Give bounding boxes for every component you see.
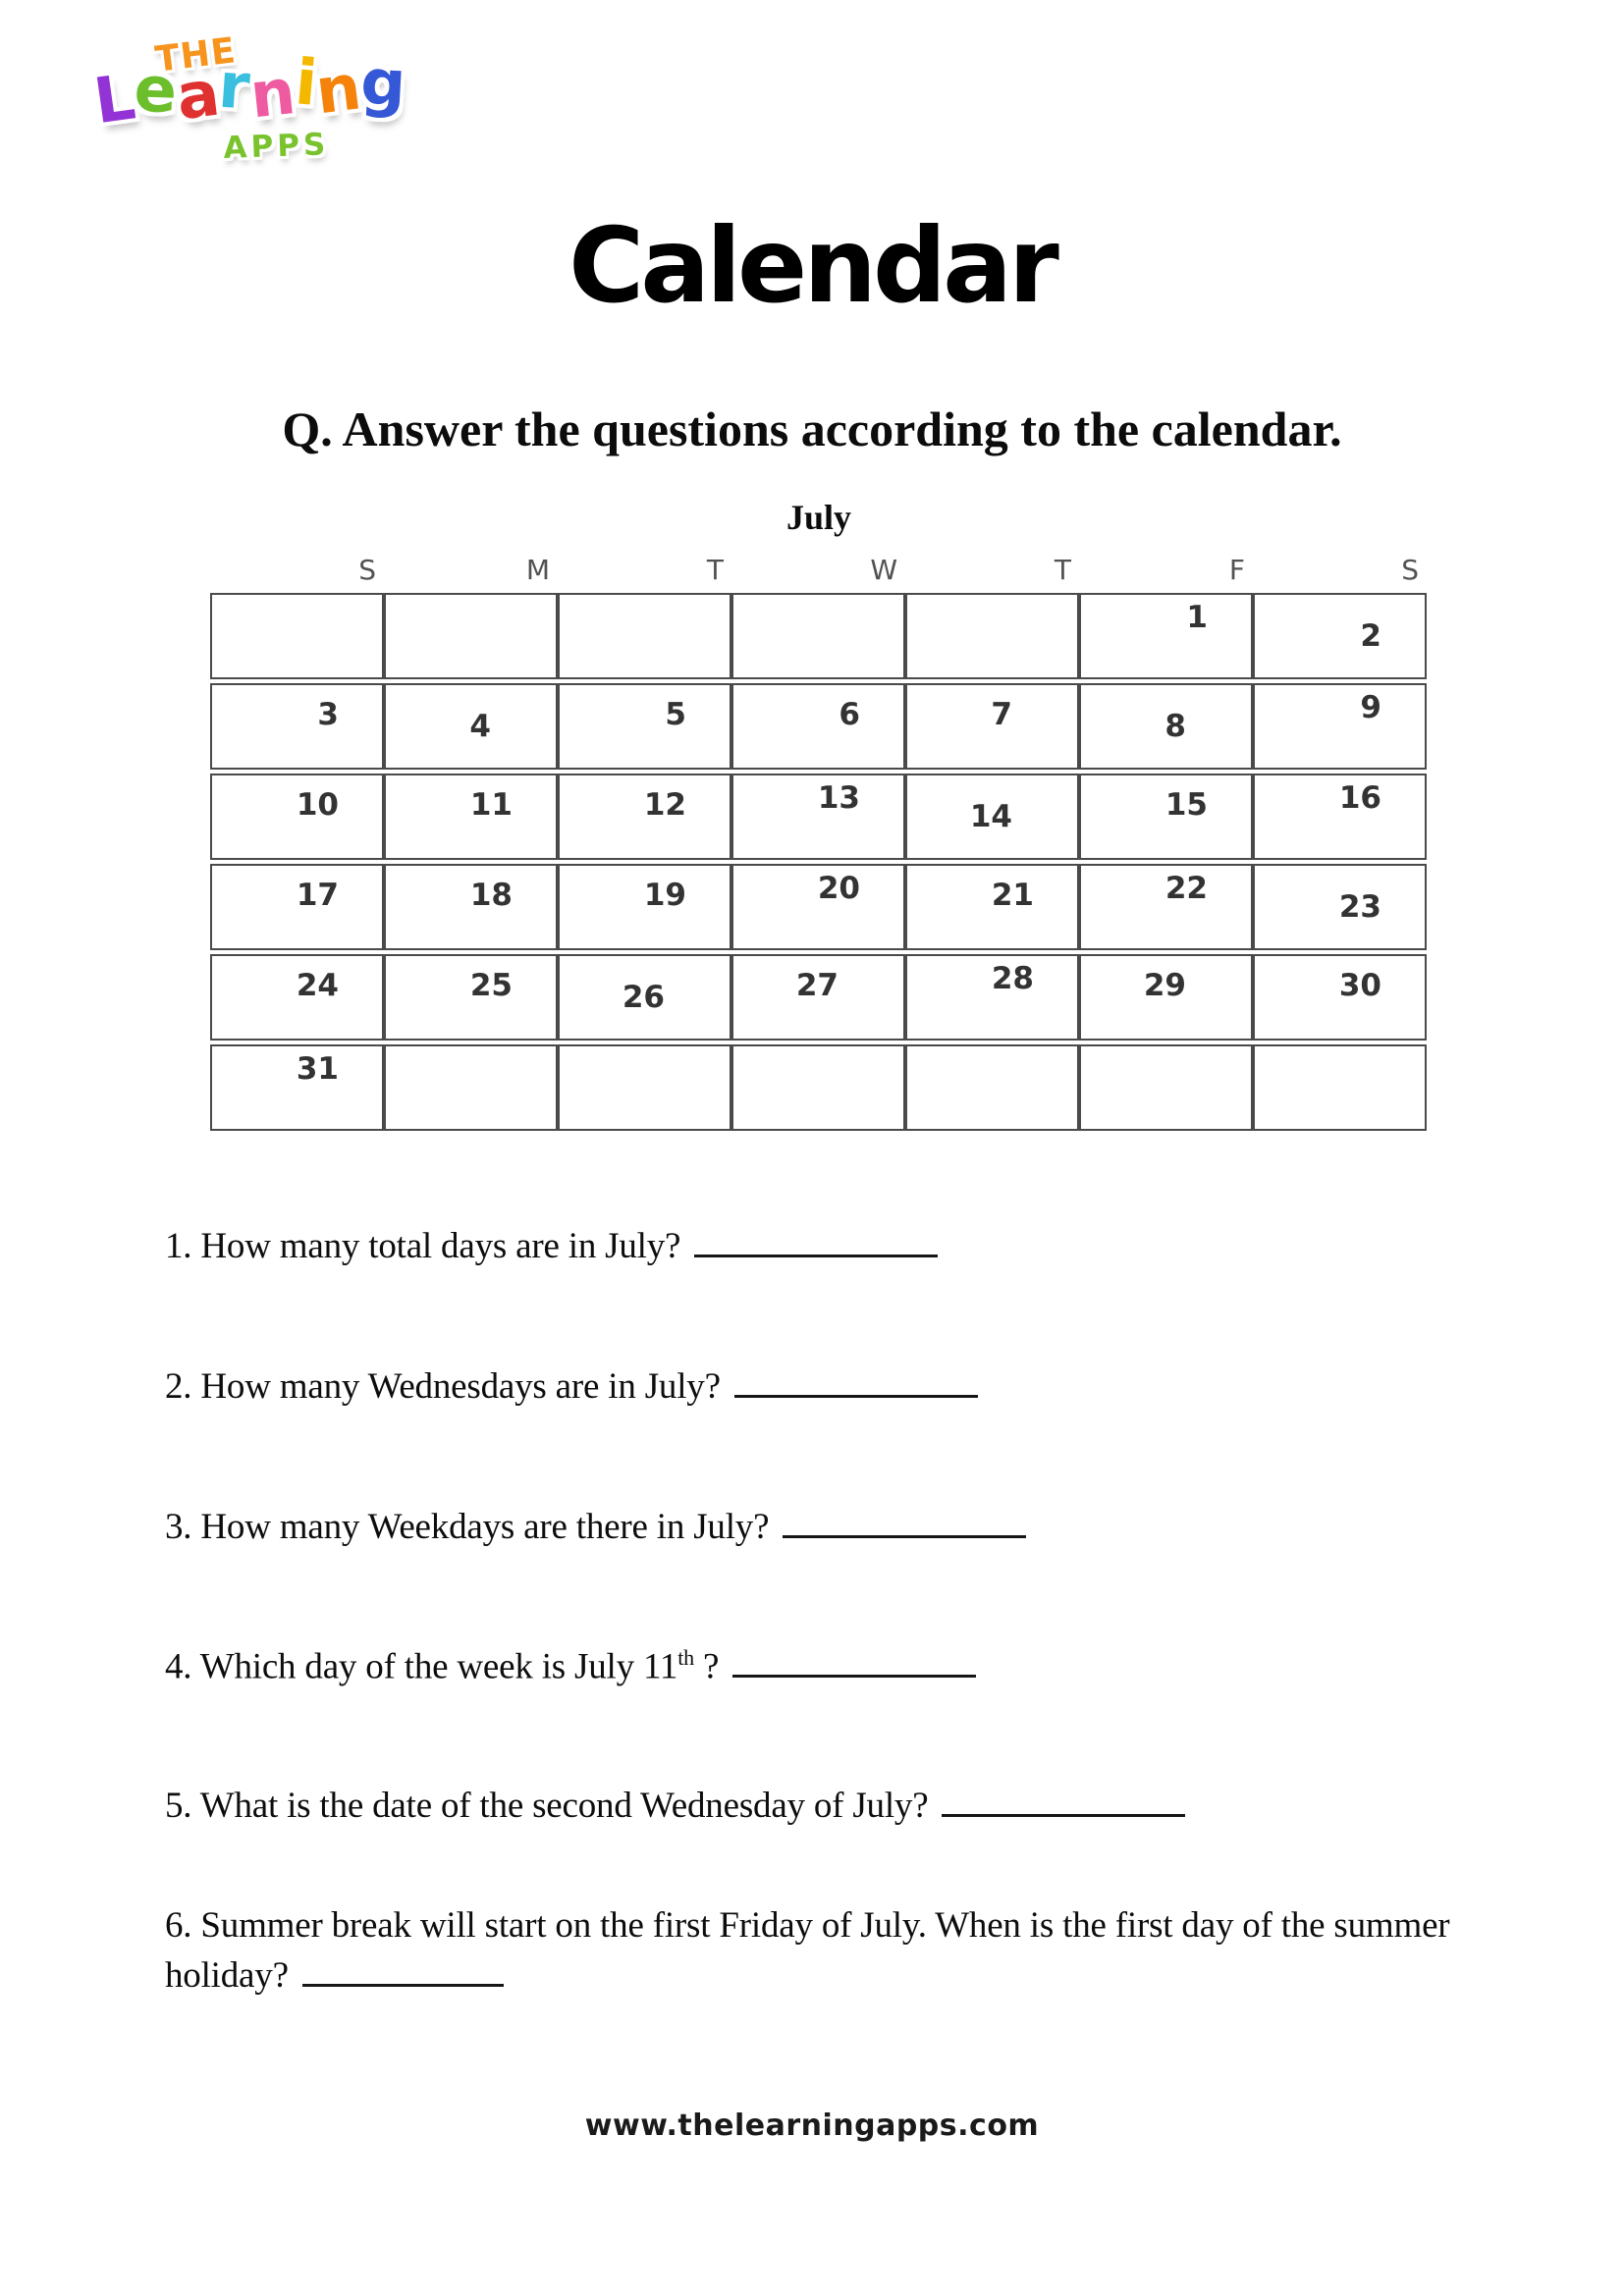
calendar-empty-cell [1253,1044,1427,1131]
day-number: 4 [469,709,491,744]
answer-blank [942,1814,1185,1817]
calendar-empty-cell [384,1044,558,1131]
day-number: 9 [1360,690,1381,725]
calendar-day-cell [905,683,1079,770]
day-number: 20 [817,871,860,906]
day-number: 14 [969,799,1012,834]
calendar-week-row [210,954,1427,1041]
calendar-day-cell [731,864,905,950]
logo-apps-text: APPS [222,127,330,167]
calendar-empty-cell [731,593,905,679]
day-header: W [870,554,897,586]
calendar-day-cell [1079,954,1253,1041]
answer-blank [694,1255,938,1257]
day-number: 16 [1338,780,1381,816]
calendar-day-cell [1079,683,1253,770]
day-number: 8 [1164,709,1186,744]
day-number: 11 [469,787,513,823]
day-header: F [1228,554,1245,586]
answer-blank [734,1395,978,1398]
calendar-table [210,589,1427,1135]
calendar-day-cell [905,864,1079,950]
logo-letter: n [246,56,299,133]
question-2 [165,1365,978,1408]
day-number: 24 [296,968,339,1003]
question-suffix: ? [693,1646,720,1687]
calendar-day-cell [1079,774,1253,860]
day-number: 28 [991,961,1034,996]
day-of-week-header-row [210,554,1427,586]
logo [89,27,411,181]
calendar-day-cell [1253,864,1427,950]
calendar-week-row [210,593,1427,679]
question-text: 2. How many Wednesdays are in July? [165,1366,721,1407]
instruction-heading: Q. Answer the questions according to the calendar. [282,401,1342,456]
day-number: 1 [1186,600,1208,635]
day-number: 31 [296,1051,339,1087]
calendar-week-row [210,864,1427,950]
calendar-day-cell [731,774,905,860]
calendar-day-cell [1079,593,1253,679]
calendar-empty-cell [905,1044,1079,1131]
logo-letter: i [292,46,320,121]
calendar-day-cell [1253,774,1427,860]
calendar-empty-cell [558,593,731,679]
question-1 [165,1225,938,1267]
question-3 [165,1506,1026,1548]
day-number: 3 [317,697,339,732]
day-header: M [525,554,550,586]
calendar-day-cell [1079,864,1253,950]
calendar-day-cell [905,774,1079,860]
day-number: 19 [643,878,686,913]
day-number: 18 [469,878,513,913]
day-number: 29 [1143,968,1186,1003]
day-number: 22 [1164,871,1208,906]
logo-letter: g [358,46,408,122]
calendar-day-cell [384,683,558,770]
day-number: 10 [296,787,339,823]
logo-the-text: THE [153,30,239,80]
question-text: 5. What is the date of the second Wednesday of July? [165,1786,929,1826]
answer-blank [732,1675,976,1678]
day-number: 13 [817,780,860,816]
question-5 [165,1785,1185,1827]
calendar-day-cell [558,864,731,950]
calendar-day-cell [731,683,905,770]
calendar-day-cell [210,683,384,770]
calendar-day-cell [905,954,1079,1041]
logo-letter: a [172,57,224,135]
day-number: 27 [795,968,839,1003]
question-text: 6. Summer break will start on the first Friday of July. When is the first day of the summer holiday? [165,1905,1450,1997]
footer-url: www.thelearningapps.com [584,2109,1040,2143]
calendar-empty-cell [558,1044,731,1131]
calendar-week-row [210,1044,1427,1131]
day-header: S [358,554,376,586]
day-number: 25 [469,968,513,1003]
day-header: S [1401,554,1419,586]
calendar-day-cell [210,954,384,1041]
answer-blank [783,1535,1026,1538]
calendar-day-cell [384,774,558,860]
day-number: 7 [991,697,1012,732]
calendar-body [210,593,1427,1131]
month-label: July [785,498,852,537]
question-text: 1. How many total days are in July? [165,1226,681,1266]
day-number: 23 [1338,889,1381,925]
logo-learning [89,46,408,139]
question-6 [165,1900,1505,2001]
day-header: T [1054,554,1071,586]
calendar-day-cell [731,954,905,1041]
calendar-day-cell [558,954,731,1041]
question-text: 3. How many Weekdays are there in July? [165,1507,770,1547]
calendar-empty-cell [731,1044,905,1131]
calendar-day-cell [1253,954,1427,1041]
day-header: T [706,554,724,586]
day-number: 2 [1360,618,1381,654]
day-number: 12 [643,787,686,823]
question-text: 4. Which day of the week is July 11 [165,1646,678,1687]
calendar-day-cell [384,954,558,1041]
calendar-day-cell [558,774,731,860]
calendar-day-cell [210,774,384,860]
day-number: 5 [665,697,686,732]
calendar-week-row [210,774,1427,860]
logo-letter: e [133,53,179,129]
calendar-empty-cell [1079,1044,1253,1131]
calendar-day-cell [210,864,384,950]
calendar-day-cell [558,683,731,770]
logo-letter: n [311,51,366,130]
calendar-day-cell [1253,683,1427,770]
calendar-day-cell [384,864,558,950]
question-4 [165,1645,976,1687]
answer-blank [302,1984,504,1987]
ordinal-superscript: th [677,1645,694,1670]
day-number: 17 [296,878,339,913]
logo-letter: r [216,49,253,125]
calendar-empty-cell [905,593,1079,679]
page-title: Calendar [568,206,1056,326]
day-number: 6 [839,697,860,732]
calendar-day-cell [1253,593,1427,679]
calendar-week-row [210,683,1427,770]
calendar-empty-cell [384,593,558,679]
calendar-day-cell [210,1044,384,1131]
day-number: 30 [1338,968,1381,1003]
logo-letter: L [89,61,140,139]
day-number: 15 [1164,787,1208,823]
calendar-empty-cell [210,593,384,679]
day-number: 21 [991,878,1034,913]
day-number: 26 [622,980,665,1015]
